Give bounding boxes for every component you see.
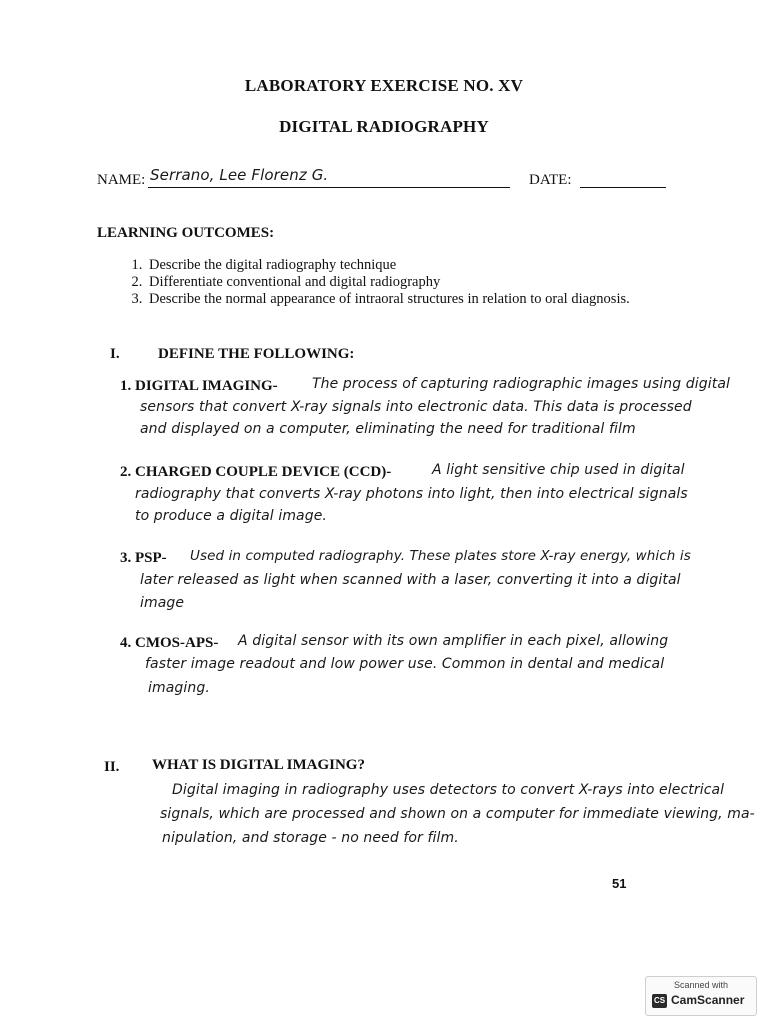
camscanner-watermark [645,976,757,1016]
answer-line: sensors that convert X-ray signals into electronic data. This data is processed [140,399,692,415]
term-label: CMOS-APS- [135,635,219,651]
outcome-item: 2. Differentiate conventional and digital radiography [146,274,666,291]
answer-line: later released as light when scanned with a laser, converting it into a digital [140,572,681,588]
section-2-number: II. [104,759,120,775]
page-subtitle: DIGITAL RADIOGRAPHY [279,117,489,136]
answer-line: The process of capturing radiographic images using digital [312,376,730,392]
answer-line: and displayed on a computer, eliminating the need for traditional film [140,421,636,437]
outcome-item: 1. Describe the digital radiography technique [146,257,666,274]
term-label: DIGITAL IMAGING- [135,378,278,394]
term-number: 2. [120,464,132,480]
section-1-number: I. [110,346,120,362]
answer-line: Used in computed radiography. These plates store X-ray energy, which is [190,548,691,564]
term-number: 4. [120,635,132,651]
answer-line: faster image readout and low power use. Common in dental and medical [145,656,665,672]
scanned-with-label: Scanned with [673,980,729,990]
date-underline [580,187,666,188]
answer-line: nipulation, and storage - no need for film. [162,830,459,846]
name-label: NAME: [97,172,146,188]
answer-line: imaging. [148,680,210,696]
answer-line: to produce a digital image. [135,508,327,524]
page-title: LABORATORY EXERCISE NO. XV [244,76,524,95]
answer-line: signals, which are processed and shown on a computer for immediate viewing, ma- [160,806,755,822]
term-number: 1. [120,378,132,394]
learning-outcomes-list [100,257,666,308]
answer-line: radiography that converts X-ray photons into light, then into electrical signals [135,486,688,502]
outcome-item: 3. Describe the normal appearance of intraoral structures in relation to oral diagnosis. [146,291,666,308]
answer-line: Digital imaging in radiography uses detectors to convert X-rays into electrical [172,782,725,798]
answer-line: A light sensitive chip used in digital [432,462,685,478]
section-2-title: WHAT IS DIGITAL IMAGING? [152,757,365,773]
answer-line: image [140,595,185,611]
answer-line: A digital sensor with its own amplifier in each pixel, allowing [238,633,669,649]
term-label: CHARGED COUPLE DEVICE (CCD)- [135,464,392,480]
section-1-title: DEFINE THE FOLLOWING: [158,346,355,362]
camscanner-name: CamScanner [671,993,745,1007]
term-number: 3. [120,550,132,566]
name-underline [148,187,510,188]
date-label: DATE: [529,172,572,188]
term-label: PSP- [135,550,167,566]
learning-outcomes-heading: LEARNING OUTCOMES: [97,225,275,241]
name-value: Serrano, Lee Florenz G. [150,166,329,184]
page-number: 51 [612,876,627,891]
camscanner-logo-icon: CS [652,994,667,1008]
